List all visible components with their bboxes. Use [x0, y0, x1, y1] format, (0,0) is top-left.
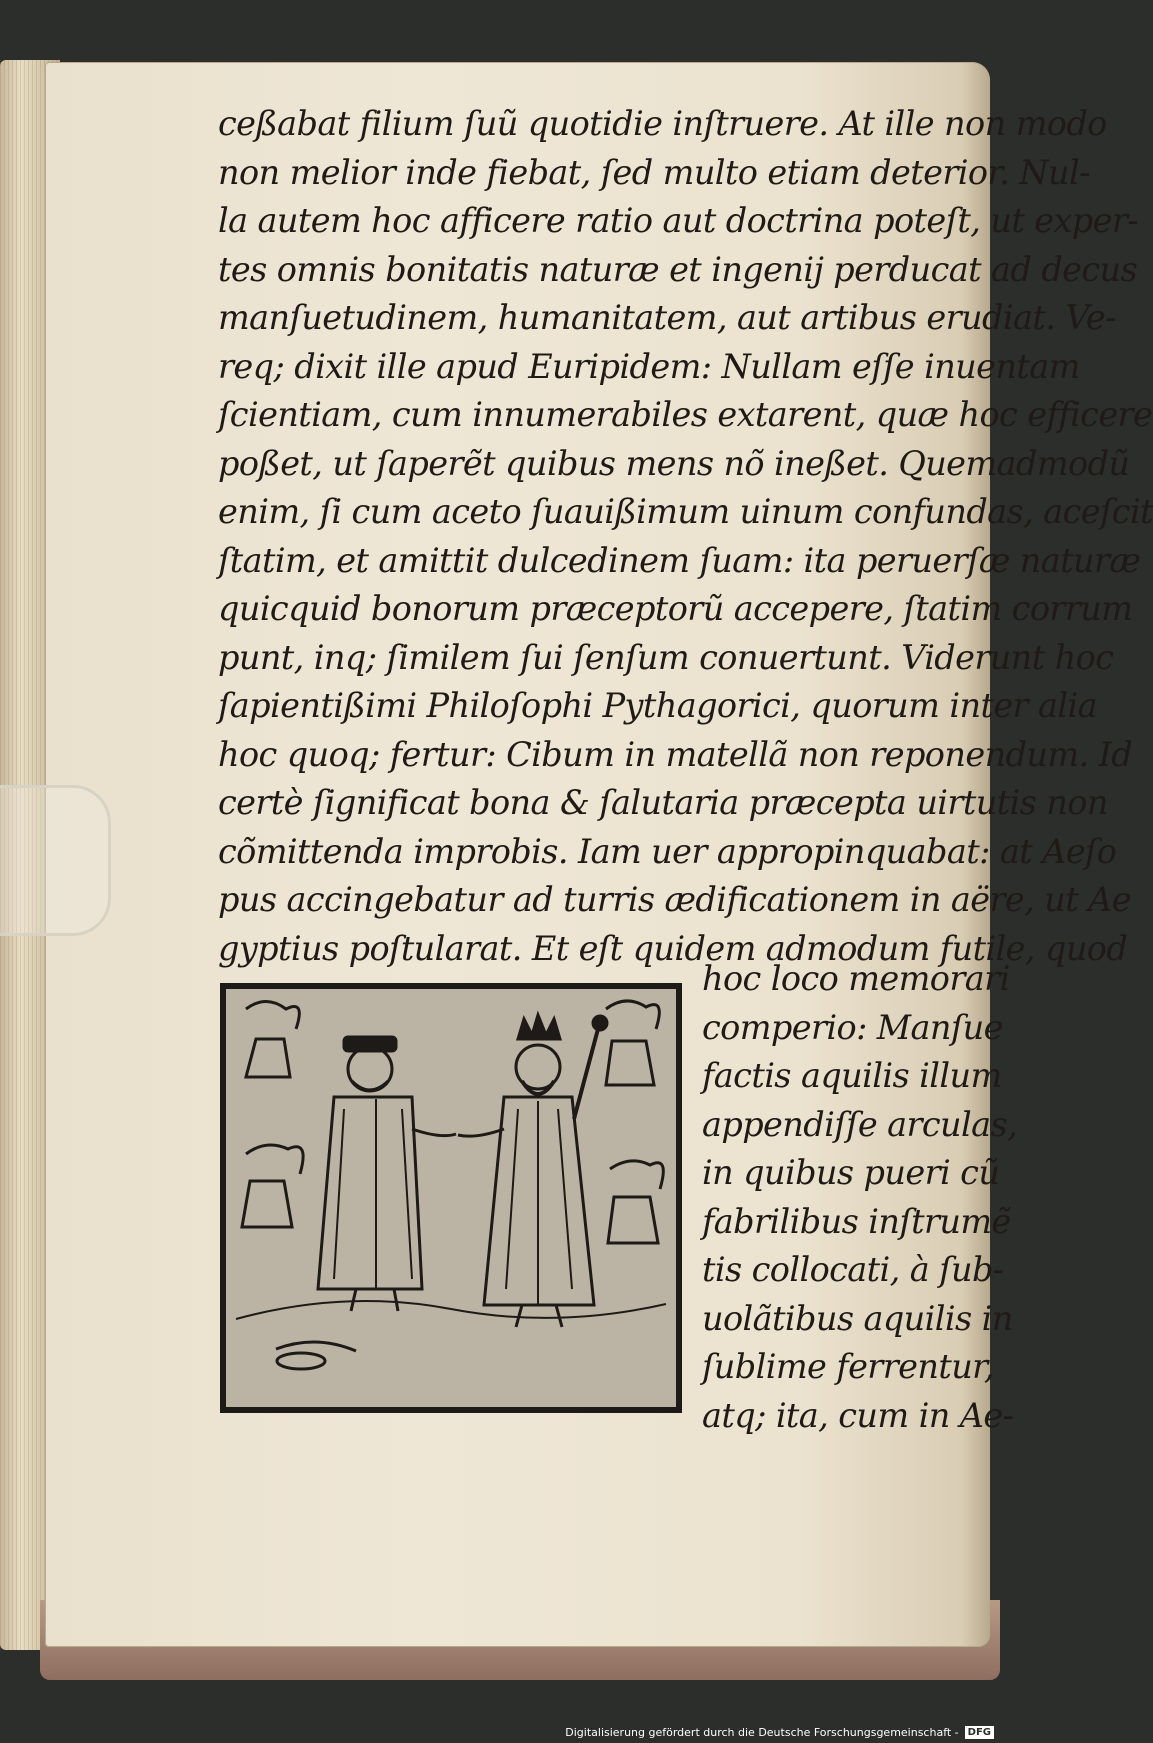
side-text-block: [702, 955, 1018, 1440]
digitization-credit: [565, 1726, 994, 1739]
text-line: certè ſignificat bona & ſalutaria præcepta uirtutis non: [218, 783, 1108, 822]
text-line: uolãtibus aquilis in: [702, 1298, 1013, 1338]
dfg-logo: DFG: [965, 1726, 994, 1739]
text-line: cõmittenda improbis. Iam uer appropinquabat: at Aeſo: [218, 831, 1117, 871]
woodcut-drawing: [226, 989, 676, 1407]
woodcut-illustration: [220, 983, 682, 1413]
text-line: ceßabat filium ſuũ quotidie inſtruere. At ille non modo: [218, 104, 1107, 143]
text-line: factis aquilis illum: [702, 1056, 1002, 1095]
text-line: quicquid bonorum præceptorũ accepere, ſtatim corrum: [218, 589, 1133, 628]
text-line: ſapientißimi Philoſophi Pythagorici, quorum inter alia: [218, 686, 1097, 725]
text-line: enim, ſi cum aceto ſuauißimum uinum confundas, aceſcit: [218, 492, 1153, 531]
bookmark-clip: [0, 785, 111, 936]
text-line: ſublime ferrentur,: [702, 1347, 994, 1386]
text-line: punt, inq; ſimilem ſui ſenſum conuertunt. Viderunt hoc: [218, 637, 1114, 677]
text-line: hoc quoq; fertur: Cibum in matellã non reponendum. Id: [218, 734, 1133, 774]
text-line: ſtatim, et amittit dulcedinem ſuam: ita peruerſæ naturæ: [218, 540, 1141, 580]
main-text-block: [218, 100, 1153, 973]
text-line: pus accingebatur ad turris ædificationem in aëre, ut Ae: [218, 880, 1131, 919]
text-line: tis collocati, à ſub-: [702, 1250, 1004, 1289]
text-line: gyptius poſtularat. Et eſt quidem admodum futile, quod: [218, 928, 1128, 968]
text-line: appendiſſe arculas,: [702, 1104, 1018, 1144]
text-line: req; dixit ille apud Euripidem: Nullam eſſe inuentam: [218, 346, 1080, 386]
text-line: atq; ita, cum in Ae-: [702, 1395, 1014, 1435]
text-line: la autem hoc afficere ratio aut doctrina poteſt, ut exper-: [218, 201, 1138, 240]
text-line: in quibus pueri cũ: [702, 1153, 1000, 1192]
text-line: poßet, ut ſaperẽt quibus mens nõ ineßet. Quemadmodũ: [218, 443, 1130, 483]
text-line: manſuetudinem, humanitatem, aut artibus erudiat. Ve-: [218, 298, 1116, 337]
credit-text: Digitalisierung gefördert durch die Deutsche Forschungsgemeinschaft -: [565, 1726, 959, 1739]
text-line: ſcientiam, cum innumerabiles extarent, quæ hoc efficere: [218, 395, 1153, 434]
text-line: tes omnis bonitatis naturæ et ingenij perducat ad decus: [218, 249, 1138, 289]
text-line: comperio: Manſue: [702, 1007, 1003, 1047]
text-line: fabrilibus inſtrumẽ: [702, 1201, 1011, 1241]
text-line: non melior inde fiebat, ſed multo etiam deterior. Nul-: [218, 152, 1090, 192]
text-line: hoc loco memorari: [702, 959, 1010, 998]
